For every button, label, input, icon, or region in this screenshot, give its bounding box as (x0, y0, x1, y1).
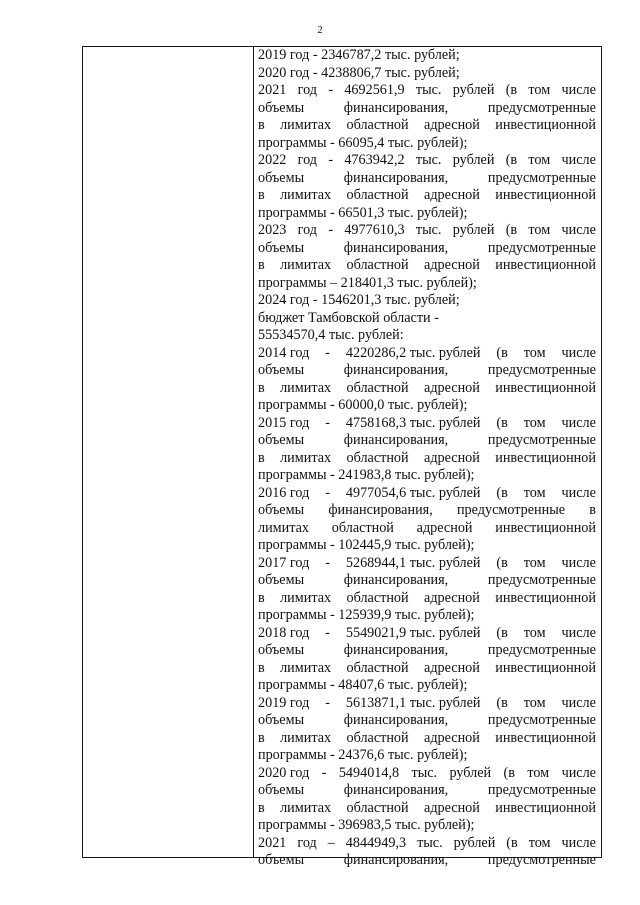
text-word: (в (496, 624, 508, 641)
text-word: областной (346, 449, 409, 466)
text-word: 2022 (258, 152, 287, 168)
text-word: финансирования, (343, 782, 449, 798)
text-word: финансирования, (343, 572, 449, 588)
text-line (258, 730, 596, 748)
text-word: предусмотренные (487, 852, 596, 868)
text-line (258, 380, 596, 398)
text-word: объемы (258, 572, 305, 588)
text-word: предусмотренные (487, 642, 596, 658)
text-word: (в (496, 484, 508, 501)
text-word: финансирования, (343, 712, 449, 728)
text-word: 5268944,1 тыс. рублей (345, 554, 481, 571)
text-word: предусмотренные (487, 432, 596, 448)
text-line (258, 152, 596, 170)
text-word: - (325, 554, 330, 571)
text-word: (в (496, 414, 508, 431)
text-word: в (258, 589, 265, 606)
text-word: предусмотренные (487, 362, 596, 378)
text-word: объемы (258, 432, 305, 448)
text-word: адресной (424, 117, 480, 133)
text-word: адресной (424, 729, 480, 746)
text-word: - (325, 344, 330, 361)
text-word: том (528, 222, 551, 238)
text-word: - (328, 82, 334, 98)
text-word: (в (505, 152, 518, 168)
text-word: год (297, 834, 317, 851)
text-word: в (258, 449, 265, 466)
text-line (258, 450, 596, 468)
text-line (258, 432, 596, 450)
text-line (258, 800, 596, 818)
text-word: инвестиционной (495, 117, 596, 133)
text-word: числе (561, 764, 596, 781)
text-word: (в (506, 834, 518, 851)
text-word: рублей (452, 222, 495, 238)
text-word: адресной (424, 659, 480, 676)
text-word: числе (561, 554, 596, 571)
text-word: - (328, 152, 334, 168)
text-line (258, 835, 596, 853)
text-word: объемы (258, 782, 305, 798)
text-word: областной (346, 257, 409, 273)
text-word: числе (561, 152, 596, 168)
text-word: 2014 год (258, 344, 310, 361)
text-word: областной (346, 589, 409, 606)
text-word: тыс. (415, 82, 442, 98)
text-line: программы - 60000,0 тыс. рублей); (258, 397, 468, 413)
text-word: рублей (452, 152, 495, 168)
text-word: 4692561,9 (344, 82, 405, 98)
text-word: объемы (258, 239, 305, 256)
text-word: - (321, 764, 327, 781)
text-word: том (523, 694, 546, 711)
text-word: год (297, 82, 318, 98)
text-word: инвестиционной (495, 589, 596, 606)
text-word: в (258, 729, 265, 746)
text-line (258, 695, 596, 713)
text-word: числе (561, 344, 596, 361)
text-word: числе (561, 834, 596, 851)
text-word: рублей (452, 82, 495, 98)
funding-text-cell (258, 47, 596, 868)
text-word: том (528, 834, 551, 851)
text-line (258, 257, 596, 275)
text-word: областной (346, 379, 409, 396)
text-word: объемы (258, 502, 305, 518)
text-word: финансирования, (343, 852, 449, 868)
text-word: лимитах (280, 589, 332, 606)
text-word: числе (561, 624, 596, 641)
text-word: предусмотренные (487, 99, 596, 116)
text-word: в (258, 117, 265, 133)
text-word: - (325, 414, 330, 431)
text-word: объемы (258, 362, 305, 378)
text-word: лимитах (280, 449, 332, 466)
text-word: предусмотренные (487, 782, 596, 798)
text-word: инвестиционной (495, 519, 596, 536)
text-line (258, 187, 596, 205)
text-word: том (523, 344, 546, 361)
text-word: тыс. (411, 764, 438, 781)
text-word: том (523, 484, 546, 501)
text-line (258, 572, 596, 590)
text-word: тыс. (415, 152, 442, 168)
text-word: 2015 год (258, 414, 310, 431)
text-word: год (297, 222, 318, 238)
text-word: объемы (258, 852, 305, 868)
text-word: – (327, 834, 335, 851)
text-word: лимитах (280, 799, 332, 816)
text-word: том (528, 152, 551, 168)
text-line: программы - 241983,8 тыс. рублей); (258, 467, 475, 483)
text-line: программы - 66501,3 тыс. рублей); (258, 204, 468, 221)
text-line: программы - 24376,6 тыс. рублей); (258, 747, 468, 763)
text-line: программы - 102445,9 тыс. рублей); (258, 537, 475, 553)
text-word: предусмотренные (487, 712, 596, 728)
text-line (258, 852, 596, 870)
text-word: инвестиционной (495, 659, 596, 676)
text-word: инвестиционной (495, 379, 596, 396)
text-word: - (328, 222, 334, 238)
text-line (258, 170, 596, 188)
text-word: областной (346, 659, 409, 676)
text-word: объемы (258, 99, 305, 116)
text-line (258, 222, 596, 240)
text-word: рублей (453, 834, 496, 851)
text-word: адресной (424, 257, 480, 273)
column-divider (253, 47, 254, 857)
text-word: том (523, 414, 546, 431)
text-line (258, 712, 596, 730)
text-word: 2017 год (258, 554, 310, 571)
text-line (258, 117, 596, 135)
text-word: инвестиционной (495, 187, 596, 203)
text-line (258, 555, 596, 573)
text-word: лимитах (258, 519, 310, 536)
text-line: программы - 396983,5 тыс. рублей); (258, 817, 475, 833)
text-line (258, 520, 596, 538)
text-word: тыс. (417, 834, 443, 851)
text-word: (в (496, 344, 508, 361)
text-word: 5613871,1 тыс. рублей (345, 694, 481, 711)
text-word: финансирования, (343, 642, 449, 658)
text-line: 2024 год - 1546201,3 тыс. рублей; (258, 292, 460, 308)
text-word: в (258, 257, 265, 273)
funding-table (82, 46, 602, 868)
text-word: 2023 (258, 222, 287, 238)
text-word: числе (561, 222, 596, 238)
text-word: областной (331, 519, 394, 536)
text-word: финансирования, (343, 432, 449, 448)
text-word: лимитах (280, 257, 332, 273)
text-word: - (325, 694, 330, 711)
text-line: 2019 год - 2346787,2 тыс. рублей; (258, 47, 460, 63)
text-word: 4758168,3 тыс. рублей (345, 414, 481, 431)
text-line (258, 625, 596, 643)
text-word: финансирования, (343, 169, 449, 186)
text-word: адресной (416, 519, 473, 536)
text-word: 5549021,9 тыс. рублей (345, 624, 481, 641)
text-word: лимитах (280, 379, 332, 396)
text-word: финансирования, (343, 362, 449, 378)
text-word: лимитах (280, 187, 332, 203)
text-word: 5494014,8 (338, 764, 400, 781)
text-word: 4844949,3 (345, 834, 407, 851)
text-word: - (325, 624, 330, 641)
text-line: 55534570,4 тыс. рублей: (258, 327, 404, 343)
text-word: том (523, 624, 546, 641)
text-line (258, 782, 596, 800)
text-word: том (527, 764, 550, 781)
left-cell (83, 47, 253, 857)
text-word: числе (561, 484, 596, 501)
text-line: программы – 218401,3 тыс. рублей); (258, 274, 477, 291)
text-word: предусмотренные (487, 572, 596, 588)
page-number: 2 (317, 24, 323, 36)
text-word: 2021 (258, 834, 287, 851)
text-word: предусмотренные (487, 169, 596, 186)
text-word: финансирования, (343, 239, 449, 256)
text-word: адресной (424, 379, 480, 396)
text-word: числе (561, 414, 596, 431)
text-word: финансирования, (343, 99, 449, 116)
text-word: (в (505, 82, 518, 98)
text-word: 2021 (258, 82, 287, 98)
text-line (258, 485, 596, 503)
text-word: инвестиционной (495, 799, 596, 816)
text-word: объемы (258, 712, 305, 728)
text-word: предусмотренные (487, 239, 596, 256)
text-word: в (258, 379, 265, 396)
text-word: в (258, 799, 265, 816)
text-word: (в (505, 222, 518, 238)
text-word: областной (346, 117, 409, 133)
text-word: 4977054,6 тыс. рублей (345, 484, 481, 501)
text-word: 2016 год (258, 484, 310, 501)
text-word: финансирования, (328, 502, 433, 518)
text-word: областной (346, 799, 409, 816)
text-word: объемы (258, 642, 305, 658)
text-line (258, 362, 596, 380)
text-word: числе (561, 82, 596, 98)
text-word: предусмотренные (456, 502, 566, 518)
text-word: лимитах (280, 659, 332, 676)
text-line (258, 240, 596, 258)
text-line (258, 590, 596, 608)
text-line: программы - 48407,6 тыс. рублей); (258, 677, 468, 693)
text-line (258, 345, 596, 363)
text-line (258, 100, 596, 118)
text-word: адресной (424, 799, 480, 816)
text-word: областной (346, 729, 409, 746)
text-word: областной (346, 187, 409, 203)
text-word: числе (561, 694, 596, 711)
text-line: бюджет Тамбовской области - (258, 309, 439, 326)
text-word: инвестиционной (495, 257, 596, 273)
text-word: 2019 год (258, 694, 310, 711)
text-word: 4220286,2 тыс. рублей (345, 344, 481, 361)
text-word: в (589, 502, 596, 518)
text-line (258, 765, 596, 783)
text-word: том (528, 82, 551, 98)
text-line (258, 415, 596, 433)
text-line (258, 502, 596, 520)
text-word: 4977610,3 (344, 222, 405, 238)
text-word: тыс. (415, 222, 442, 238)
text-word: том (523, 554, 546, 571)
text-line: программы - 66095,4 тыс. рублей); (258, 134, 468, 151)
text-word: в (258, 187, 265, 203)
text-word: (в (496, 694, 508, 711)
text-word: инвестиционной (495, 729, 596, 746)
text-word: инвестиционной (495, 449, 596, 466)
text-word: 2020 год (258, 764, 310, 781)
text-line (258, 660, 596, 678)
text-word: объемы (258, 169, 305, 186)
text-word: в (258, 659, 265, 676)
text-word: рублей (449, 764, 492, 781)
text-word: лимитах (280, 117, 332, 133)
text-line: 2020 год - 4238806,7 тыс. рублей; (258, 64, 460, 81)
text-line (258, 642, 596, 660)
text-word: 4763942,2 (344, 152, 405, 168)
text-word: адресной (424, 589, 480, 606)
text-word: адресной (424, 187, 480, 203)
text-word: лимитах (280, 729, 332, 746)
text-word: год (297, 152, 318, 168)
text-word: (в (503, 764, 515, 781)
text-word: адресной (424, 449, 480, 466)
text-line: программы - 125939,9 тыс. рублей); (258, 607, 475, 623)
text-word: (в (496, 554, 508, 571)
text-word: 2018 год (258, 624, 310, 641)
text-line (258, 82, 596, 100)
text-word: - (325, 484, 330, 501)
